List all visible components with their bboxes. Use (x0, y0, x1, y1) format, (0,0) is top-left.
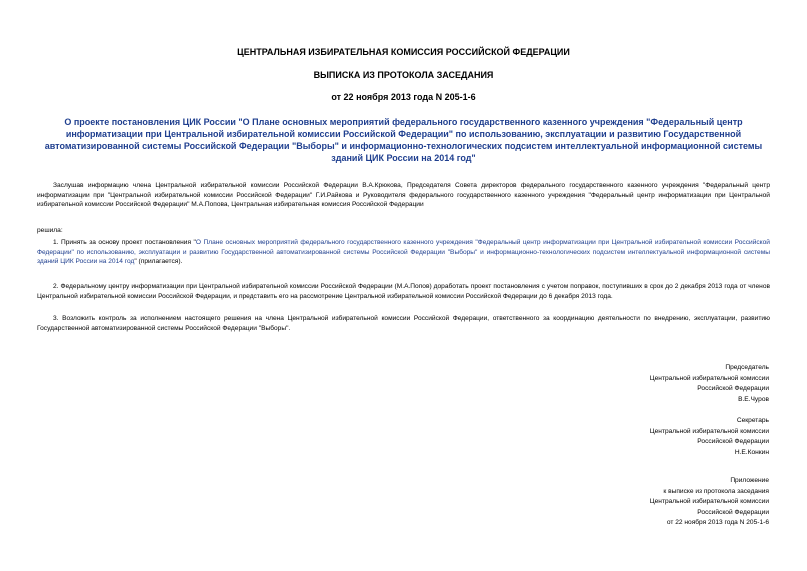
chair-org-line-2: Российской Федерации (697, 385, 769, 392)
secretary-org-line-1: Центральной избирательной комиссии (649, 427, 769, 435)
document-date-number: от 22 ноября 2013 года N 205-1-6 (331, 92, 476, 102)
secretary-signature-block (549, 416, 769, 458)
appendix-block (549, 476, 769, 529)
secretary-name: Н.Е.Конкин (734, 448, 769, 456)
chair-signature-block (549, 363, 769, 405)
chair-title: Председатель (725, 364, 769, 371)
secretary-title: Секретарь (736, 417, 769, 424)
item-1-prefix: 1. Принять за основу проект постановления " (53, 239, 196, 246)
resolution-item-2: 2. Федеральному центру информатизации при Центральной избирательной комиссии Российской Федерации (М.А.Попов) доработать проект постановления с учетом поправок, поступивших в срок до 2 декабря 2013 года от членов Центральной избирательной комиссии Российской Федерации, и представить его на рассмотрение Центральной избирательной комиссии Российской Федерации до 6 декабря 2013 года. (37, 283, 770, 300)
appendix-line-2: Центральной избирательной комиссии (649, 498, 769, 505)
chair-org-line-1: Центральной избирательной комиссии (649, 374, 769, 382)
chair-name: В.Е.Чуров (738, 395, 769, 403)
appendix-title: Приложение (730, 477, 769, 484)
organization-title: ЦЕНТРАЛЬНАЯ ИЗБИРАТЕЛЬНАЯ КОМИССИЯ РОССИЙСКОЙ ФЕДЕРАЦИИ (237, 47, 570, 57)
document-subject: О проекте постановления ЦИК России "О Плане основных мероприятий федерального государственного казенного учреждения "Федеральный центр информатизации при Центральной избирательной комиссии Российской Федерации" по использованию, эксплуатации и развитию Государственной автоматизированной системы Российской Федерации "Выборы" и информационно-технологических подсистем интеллектуальной информационной системы зданий ЦИК России на 2014 год" (44, 117, 763, 163)
resolved-label: решила: (37, 227, 63, 234)
appendix-line-3: Российской Федерации (697, 508, 769, 516)
item-1-suffix: " (прилагается). (134, 258, 183, 266)
intro-paragraph: Заслушав информацию члена Центральной избирательной комиссии Российской Федерации В.А.Крюкова, Председателя Совета директоров федерального государственного казенного учреждения "Федеральный центр информатизации при "Центральной избирательной комиссии Российской Федерации" Г.И.Райкова и Руководителя федерального государственного казенного учреждения "Федеральный центр информатизации при Центральной избирательной комиссии Российской Федерации" М.А.Попова, Центральная избирательная комиссия Российской Федерации (37, 182, 770, 209)
resolution-item-3: 3. Возложить контроль за исполнением настоящего решения на члена Центральной избирательной комиссии Российской Федерации, ответственного за координацию деятельности по внедрению, эксплуатации, развитию Государственной автоматизированной системы Российской Федерации "Выборы". (37, 315, 770, 332)
secretary-org-line-2: Российской Федерации (697, 438, 769, 445)
document-type-title: ВЫПИСКА ИЗ ПРОТОКОЛА ЗАСЕДАНИЯ (313, 70, 494, 80)
plan-document-link[interactable]: О Плане основных мероприятий федерального государственного казенного учреждения "Федеральный центр информатизации при Центральной избирательной комиссии Российской Федерации" по использованию, эксплуатации и развитию Государственной автоматизированной системы Российской Федерации "Выборы" и информационно-технологических подсистем интеллектуальной информационной системы зданий ЦИК России на 2014 год (37, 239, 770, 266)
resolution-item-1 (37, 238, 770, 267)
appendix-date-number: от 22 ноября 2013 года N 205-1-6 (666, 519, 769, 526)
appendix-line-1: к выписке из протокола заседания (663, 487, 769, 495)
